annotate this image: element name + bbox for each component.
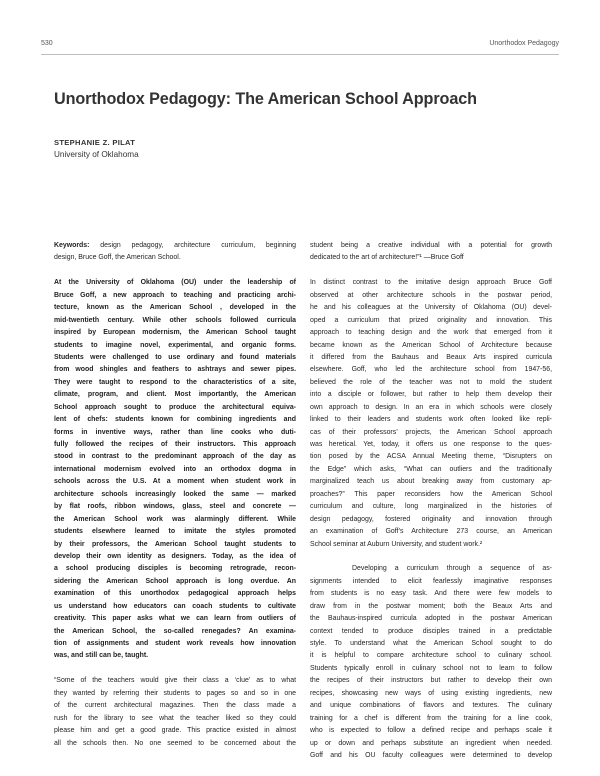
text-line: architecture schools increasingly looked the same — marked bbox=[54, 490, 296, 498]
keywords-text: design pedagogy, architecture curriculum, beginning bbox=[89, 242, 296, 249]
text-line: by their professors, the American School taught students to bbox=[54, 540, 296, 548]
text-line: Students typically enroll in culinary school not to learn to follow bbox=[310, 664, 552, 672]
abstract bbox=[54, 277, 296, 663]
text-line: student being a creative individual with a potential for growth bbox=[310, 242, 552, 249]
text-line: climate, program, and client. Most importantly, the American bbox=[54, 391, 296, 399]
text-line: creativity. This paper asks what we can learn from outliers of bbox=[54, 615, 296, 623]
keywords-line: design, Bruce Goff, the American School. bbox=[54, 254, 181, 262]
text-line: rush for the library to see what the teacher liked so they could bbox=[54, 714, 296, 722]
text-line: lent of chefs: students known for combining ingredients and bbox=[54, 416, 296, 424]
text-line: was heretical. Yet, today, it offers us one response to the ques- bbox=[310, 441, 552, 448]
text-line: us understand how educators can coach students to cultivate bbox=[54, 602, 296, 610]
text-line: the Bauhaus-inspired curricula adopted in the postwar American bbox=[310, 615, 552, 623]
text-line: examination of this unorthodox pedagogical approach helps bbox=[54, 590, 296, 598]
text-line: cas of their professors’ projects, the American School approach bbox=[310, 428, 552, 436]
text-line: Bruce Goff, a new approach to teaching and practicing archi- bbox=[54, 291, 296, 299]
text-line: forms in inventive ways, rather than line cooks who duti- bbox=[54, 428, 296, 436]
text-line: marginalized teach us about breaking away from customary ap- bbox=[310, 478, 552, 486]
text-line: schools across the U.S. At a moment when student work in bbox=[54, 478, 296, 486]
keywords-label: Keywords: bbox=[54, 242, 90, 249]
text-line: style. To understand what the American School sought to do bbox=[310, 640, 552, 647]
page-number: 530 bbox=[41, 40, 53, 47]
text-line: by flat roofs, ribbon windows, glass, steel and concrete — bbox=[54, 503, 296, 511]
text-line: School approach sought to produce the architectural equiva- bbox=[54, 403, 296, 411]
text-line: signments intended to elicit fearlessly imaginative responses bbox=[310, 577, 552, 585]
text-line: please him and get a good grade. This practice existed in almost bbox=[54, 727, 296, 735]
text-line: an examination of Goff’s Architecture 273 course, an American bbox=[310, 528, 552, 536]
text-line: proaches?” This paper reconsiders how the American School bbox=[310, 490, 552, 498]
keywords-line bbox=[54, 240, 296, 252]
text-line: context tended to produce disciples trained in a predictable bbox=[310, 627, 552, 635]
text-line: the American School work was alarmingly different. While bbox=[54, 515, 296, 523]
text-line: dedicated to the art of architecture!”¹ —Bruce Goff bbox=[310, 254, 464, 262]
article-title: Unorthodox Pedagogy: The American School Approach bbox=[54, 90, 477, 108]
text-line: draw from in the postwar moment; both the Beaux Arts and bbox=[310, 602, 552, 610]
text-line: the recipes of their instructors but rather to develop their own bbox=[310, 677, 552, 685]
text-line: mid-twentieth century. While other schools followed curricula bbox=[54, 316, 296, 324]
text-line: students elsewhere learned to imitate the styles promoted bbox=[54, 528, 296, 536]
body-paragraph bbox=[54, 675, 296, 750]
text-line: Developing a curriculum through a sequence of as- bbox=[352, 565, 552, 573]
author-name: STEPHANIE Z. PILAT bbox=[54, 138, 136, 147]
text-line: School seminar at Auburn University, and student work.² bbox=[310, 540, 483, 548]
text-line: the American School, the so-called renegades? An examina- bbox=[54, 627, 296, 635]
text-line: was, and still can be, taught. bbox=[54, 652, 149, 660]
text-line: stood in contrast to the predominant approach of the day as bbox=[54, 453, 296, 461]
text-line: up or down and perhaps substitute an ingredient when needed. bbox=[310, 739, 552, 747]
running-head: Unorthodox Pedagogy bbox=[489, 40, 559, 47]
text-line: and unique combinations of flavors and textures. The culinary bbox=[310, 702, 552, 710]
text-line: believed the role of the teacher was not to mold the student bbox=[310, 378, 552, 386]
text-line: all the schools then. No one seemed to be concerned about the bbox=[54, 739, 296, 747]
text-line: linked to their leaders and students work often looked like repli- bbox=[310, 416, 552, 424]
text-line: tecture, known as the American School , developed in the bbox=[54, 304, 296, 312]
text-line: Goff and his OU faculty colleagues were determined to develop bbox=[310, 751, 552, 759]
text-line: became known as the American School of Architecture because bbox=[310, 341, 552, 349]
text-line: approach to teaching design and the work that emerged from it bbox=[310, 329, 552, 337]
text-line: from students is no easy task. And there were few models to bbox=[310, 590, 552, 598]
text-line: the Edge” which asks, “What can outliers and the traditionally bbox=[310, 465, 552, 473]
text-line: elsewhere. Goff, who led the architecture school from 1947-56, bbox=[310, 366, 552, 374]
left-column bbox=[54, 240, 296, 750]
text-line: who is expected to follow a defined recipe and perhaps scale it bbox=[310, 727, 552, 735]
text-line: students to imagine novel, experimental, and organic forms. bbox=[54, 341, 296, 349]
text-line: training for a chef is different from the training for a line cook, bbox=[310, 714, 552, 722]
text-line: At the University of Oklahoma (OU) under the leadership of bbox=[54, 279, 296, 287]
epigraph-quote bbox=[310, 240, 552, 265]
text-line: sidering the American School approach is long overdue. An bbox=[54, 577, 296, 585]
text-line: “Some of the teachers would give their class a ‘clue’ as to what bbox=[54, 677, 296, 685]
text-line: they wanted by referring their students to pages so and so in one bbox=[54, 689, 296, 697]
text-line: curriculum and culture, long marginalized in the histories of bbox=[310, 503, 552, 511]
body-paragraph bbox=[310, 563, 552, 762]
text-line: own approach to design. In an era in which schools were closely bbox=[310, 403, 552, 411]
text-line: tion posed by the ACSA Annual Meeting theme, “Disrupters on bbox=[310, 453, 552, 461]
text-line: inspired by European modernism, the American School taught bbox=[54, 329, 296, 337]
text-line: of the current architectural magazines. Then the class made a bbox=[54, 702, 296, 710]
text-line: into a disciple or follower, but rather to help them develop their bbox=[310, 391, 552, 399]
right-column bbox=[310, 240, 552, 762]
text-line: fully followed the recipes of their instructors. This approach bbox=[54, 441, 296, 448]
text-line: it differed from the Bauhaus and Beaux Arts inspired curricula bbox=[310, 353, 552, 361]
text-line: design pedagogy, fostered originality and innovation through bbox=[310, 515, 552, 523]
text-line: observed at other architecture schools in the postwar period, bbox=[310, 291, 552, 299]
header-rule bbox=[41, 54, 559, 55]
text-line: he and his colleagues at the University of Oklahoma (OU) devel- bbox=[310, 304, 552, 312]
text-line: from wood shingles and feathers to ashtrays and sewer pipes. bbox=[54, 366, 296, 374]
author-affiliation: University of Oklahoma bbox=[54, 150, 139, 159]
text-line: recipes, showcasing new ways of using existing ingredients, new bbox=[310, 689, 552, 697]
text-line: oped a curriculum that prized originality and innovation. This bbox=[310, 316, 552, 324]
text-line: They were taught to respond to the characteristics of a site, bbox=[54, 378, 296, 386]
text-line: In distinct contrast to the imitative design approach Bruce Goff bbox=[310, 279, 552, 287]
text-line: it is helpful to compare architecture school to culinary school. bbox=[310, 652, 552, 660]
text-line: a school producing disciples is becoming retrograde, recon- bbox=[54, 565, 296, 573]
text-line: international modernism evolved into an orthodox dogma in bbox=[54, 465, 296, 473]
text-line: develop their own identity as designers. Today, as the idea of bbox=[54, 552, 296, 560]
text-line: Students were challenged to use ordinary and found materials bbox=[54, 353, 296, 361]
body-paragraph bbox=[310, 277, 552, 551]
text-line: tion of assignments and student work reveals how innovation bbox=[54, 640, 296, 647]
